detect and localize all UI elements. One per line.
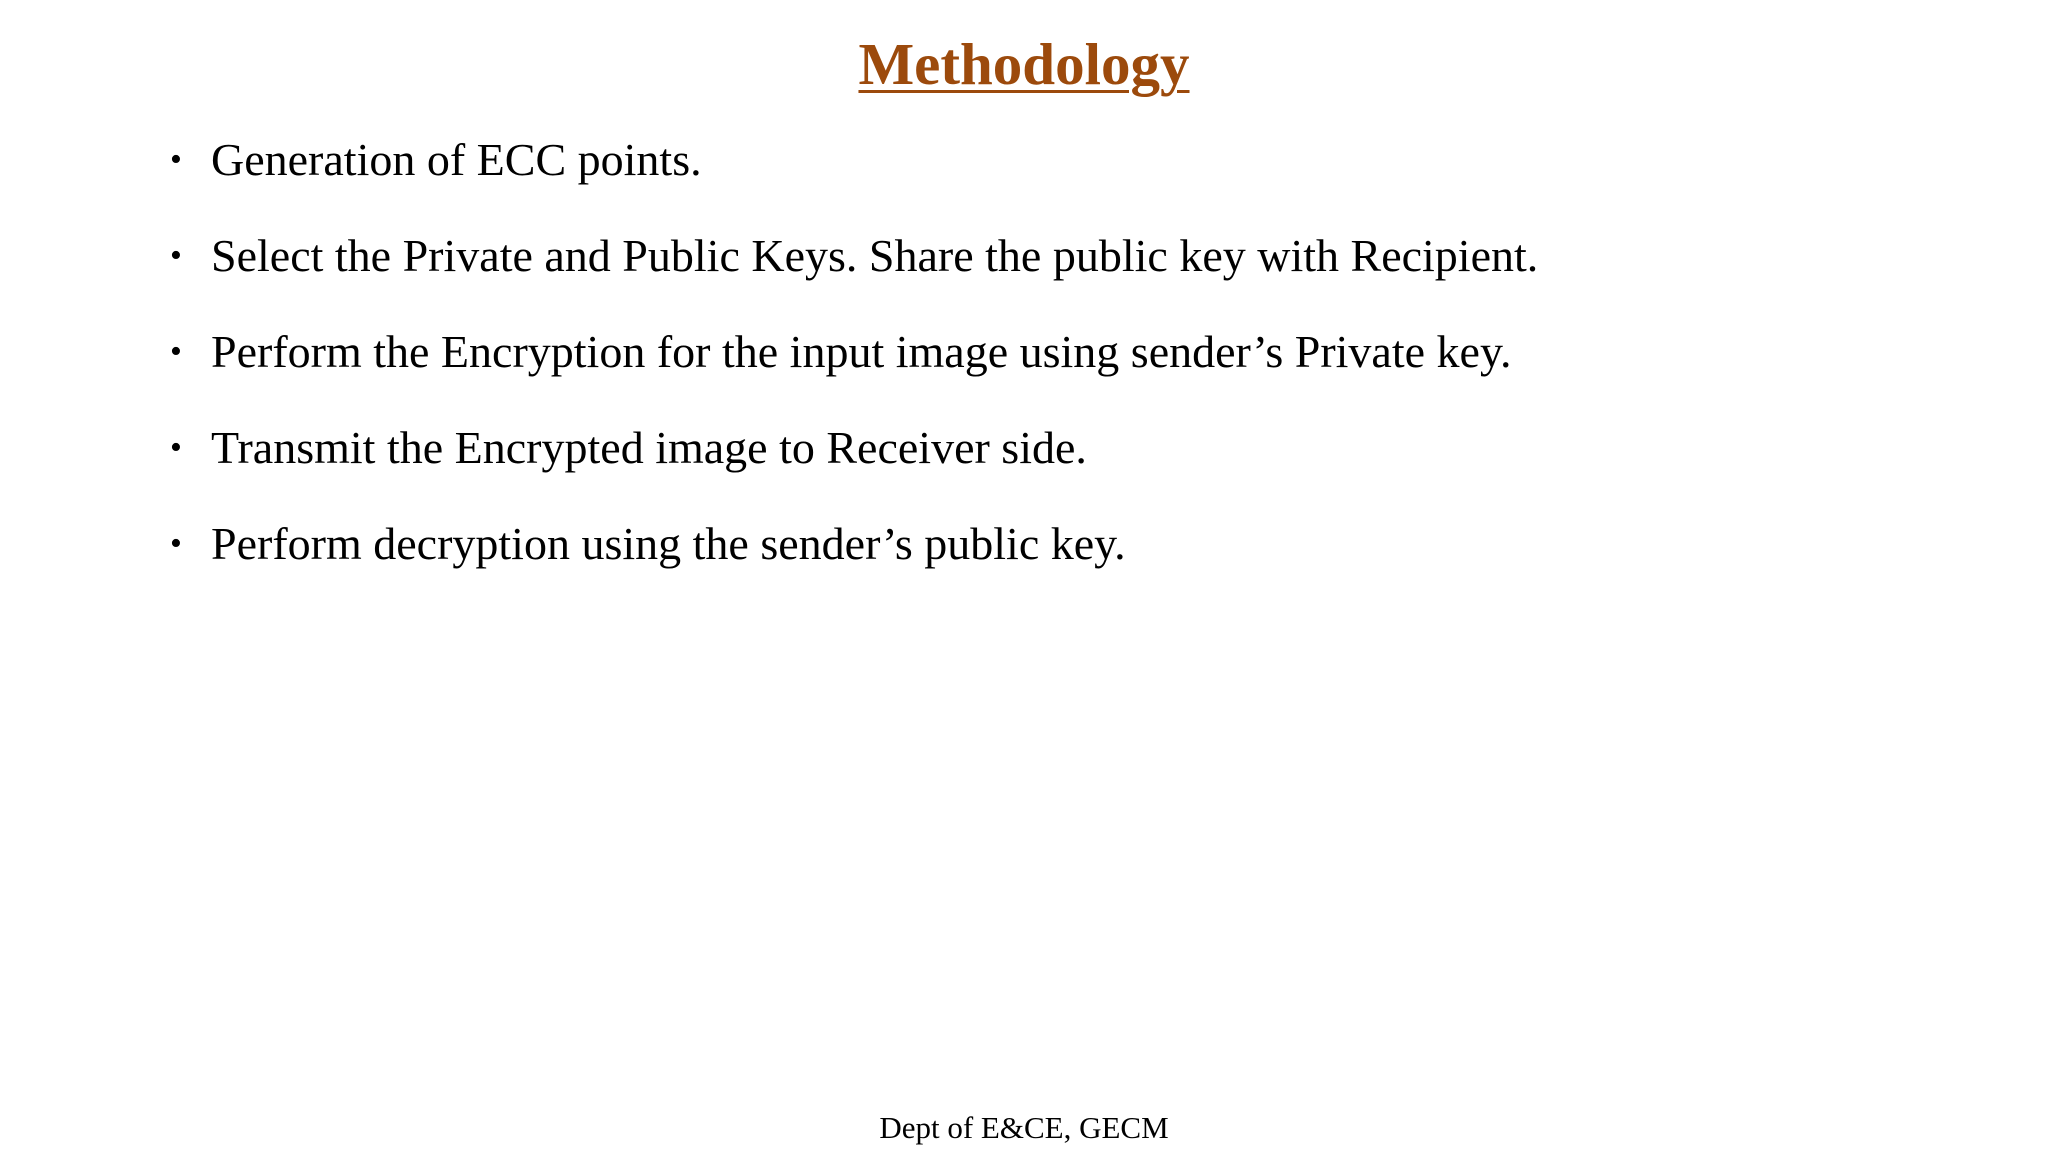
bullet-text: Select the Private and Public Keys. Share the public key with Recipient.: [211, 230, 1539, 281]
bullet-list: [170, 130, 1970, 610]
bullet-point-icon: •: [170, 429, 182, 466]
bullet-text: Generation of ECC points.: [211, 134, 702, 185]
bullet-text: Perform decryption using the sender’s public key.: [211, 518, 1126, 569]
bullet-point-icon: •: [170, 141, 182, 178]
bullet-text: Transmit the Encrypted image to Receiver side.: [211, 422, 1087, 473]
bullet-item: [170, 130, 1970, 190]
bullet-text: Perform the Encryption for the input image using sender’s Private key.: [211, 326, 1512, 377]
bullet-item: [170, 514, 1970, 574]
bullet-point-icon: •: [170, 237, 182, 274]
bullet-item: [170, 226, 1970, 286]
bullet-point-icon: •: [170, 525, 182, 562]
bullet-point-icon: •: [170, 333, 182, 370]
slide-footer: Dept of E&CE, GECM: [879, 1110, 1169, 1145]
bullet-item: [170, 322, 1970, 382]
bullet-item: [170, 418, 1970, 478]
slide-title: Methodology: [858, 31, 1190, 97]
